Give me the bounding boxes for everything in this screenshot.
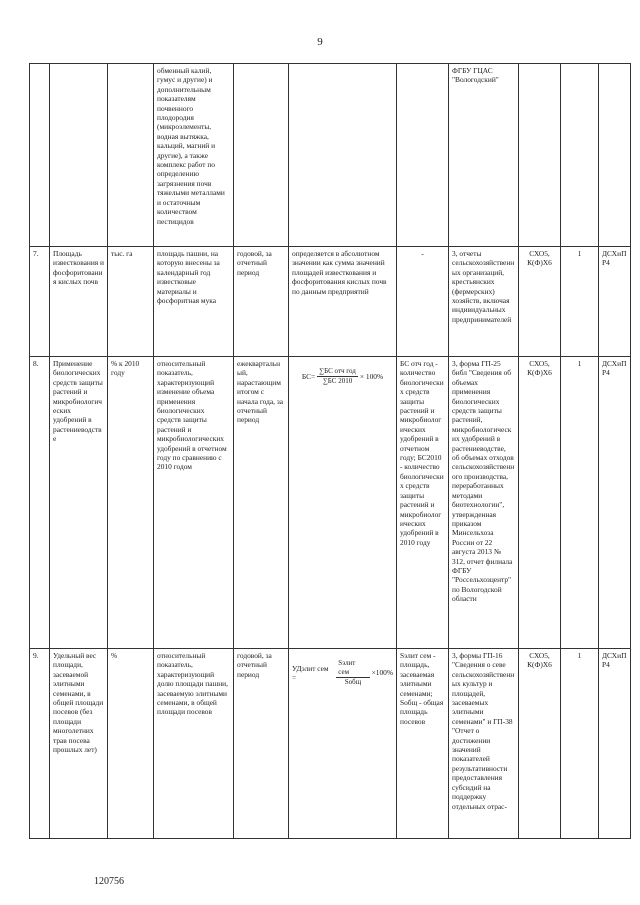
- formula-numerator: ∑БС отч год: [319, 367, 356, 375]
- cell-name: Удельный вес площади, засеваемой элитными семенами, в общей площади посевов (без площади многолетних трав посева прошлых лет): [50, 649, 108, 839]
- table-row: [30, 247, 631, 357]
- cell-level: 1: [561, 247, 599, 357]
- cell-symbols: -: [397, 247, 449, 357]
- cell-symbols: Sэлит сем - площадь, засеваемая элитными семенами; Sобщ - общая площадь посевов: [397, 649, 449, 839]
- cell-num: [30, 64, 50, 247]
- cell-period: [234, 64, 289, 247]
- formula-denominator: Sобщ: [344, 678, 362, 686]
- cell-responsible: ДСХиПР4: [599, 649, 631, 839]
- cell-unit: %: [108, 649, 154, 839]
- cell-num: 9.: [30, 649, 50, 839]
- cell-source: 3, форма ГП-25 библ "Сведения об объемах применения биологических средств защиты растений, микробиологических удобрений в растениеводстве, об объемах отходов сельскохозяйственного производства, переработанных методами биотехнологии", утвержденная приказом Минсельхоза России от 22 августа 2013 № 312, отчет филиала ФГБУ "Россельхозцентр" по Вологодской области: [449, 357, 519, 649]
- cell-name: Площадь известкования и фосфоритования кислых почв: [50, 247, 108, 357]
- cell-level: 1: [561, 649, 599, 839]
- formula-fraction: [336, 659, 369, 687]
- cell-responsible: ДСХиПР4: [599, 247, 631, 357]
- cell-responsible: ДСХиПР4: [599, 357, 631, 649]
- cell-level: [561, 64, 599, 247]
- formula-denominator: ∑БС 2010: [322, 377, 353, 385]
- formula-fraction: [317, 367, 358, 386]
- table-row: [30, 649, 631, 839]
- cell-num: 8.: [30, 357, 50, 649]
- cell-method: [289, 649, 397, 839]
- cell-symbols: БС отч год - количество биологических средств защиты растений и микробиологических удобрений в отчетном году; БС2010 - количество биологических средств защиты растений и микробиологических удобрений в 2010 году: [397, 357, 449, 649]
- cell-period: годовой, за отчетный период: [234, 247, 289, 357]
- cell-num: 7.: [30, 247, 50, 357]
- formula-ud: [292, 659, 393, 687]
- formula-lhs: УДэлит сем =: [292, 663, 329, 682]
- cell-method: [289, 64, 397, 247]
- formula-bs: [292, 367, 393, 386]
- cell-codes: СХО5, К(Ф)Х6: [519, 357, 561, 649]
- cell-definition: площадь пашни, на которую внесены за календарный год известковые материалы и фосфоритная мука: [154, 247, 234, 357]
- formula-tail: ×100%: [371, 668, 393, 678]
- formula-tail: × 100%: [359, 371, 384, 381]
- cell-codes: СХО5, К(Ф)Х6: [519, 649, 561, 839]
- cell-symbols: [397, 64, 449, 247]
- cell-codes: СХО5, К(Ф)Х6: [519, 247, 561, 357]
- cell-method: определяется в абсолютном значении как сумма значений площадей известкования и фосфоритования кислых почв по данным предприятий: [289, 247, 397, 357]
- table-row: [30, 357, 631, 649]
- cell-method: [289, 357, 397, 649]
- cell-definition: относительный показатель, характеризующий долю площади пашни, засеваемую элитными семенами, в общей площади посевов: [154, 649, 234, 839]
- cell-definition: обменный калий, гумус и другие) и дополнительным показателям почвенного плодородия (микроэлементы, водная вытяжка, кальций, магний и другие), а также комплекс работ по определению загрязнения почв тяжелыми металлами и остаточным количеством пестицидов: [154, 64, 234, 247]
- cell-definition: относительный показатель, характеризующий изменение объема применения биологических средств защиты растений и микробиологических удобрений в отчетном году по сравнению с 2010 годом: [154, 357, 234, 649]
- cell-source: 3, формы ГП-16 "Сведения о севе сельскохозяйственных культур и площадей, засеваемых элитными семенами" и ГП-38 "Отчет о достижении значений показателей результативности предоставления субсидий на поддержку отдельных отрас-: [449, 649, 519, 839]
- cell-unit: тыс. га: [108, 247, 154, 357]
- cell-responsible: [599, 64, 631, 247]
- cell-level: 1: [561, 357, 599, 649]
- formula-numerator: Sэлит сем: [336, 659, 369, 678]
- document-code: 120756: [94, 876, 124, 887]
- cell-unit: [108, 64, 154, 247]
- cell-period: годовой, за отчетный период: [234, 649, 289, 839]
- cell-period: ежеквартальный, нарастающим итогом с начала года, за отчетный период: [234, 357, 289, 649]
- cell-unit: % к 2010 году: [108, 357, 154, 649]
- cell-name: [50, 64, 108, 247]
- cell-source: ФГБУ ГЦАС "Вологодский": [449, 64, 519, 247]
- formula-lhs: БС=: [301, 371, 316, 381]
- page-number: 9: [317, 36, 323, 48]
- cell-source: 3, отчеты сельскохозяйственных организаций, крестьянских (фермерских) хозяйств, включая индивидуальных предпринимателей: [449, 247, 519, 357]
- cell-codes: [519, 64, 561, 247]
- table-row: [30, 64, 631, 247]
- cell-name: Применение биологических средств защиты растений и микробиологических удобрений в растениеводстве: [50, 357, 108, 649]
- indicators-table: [29, 63, 631, 839]
